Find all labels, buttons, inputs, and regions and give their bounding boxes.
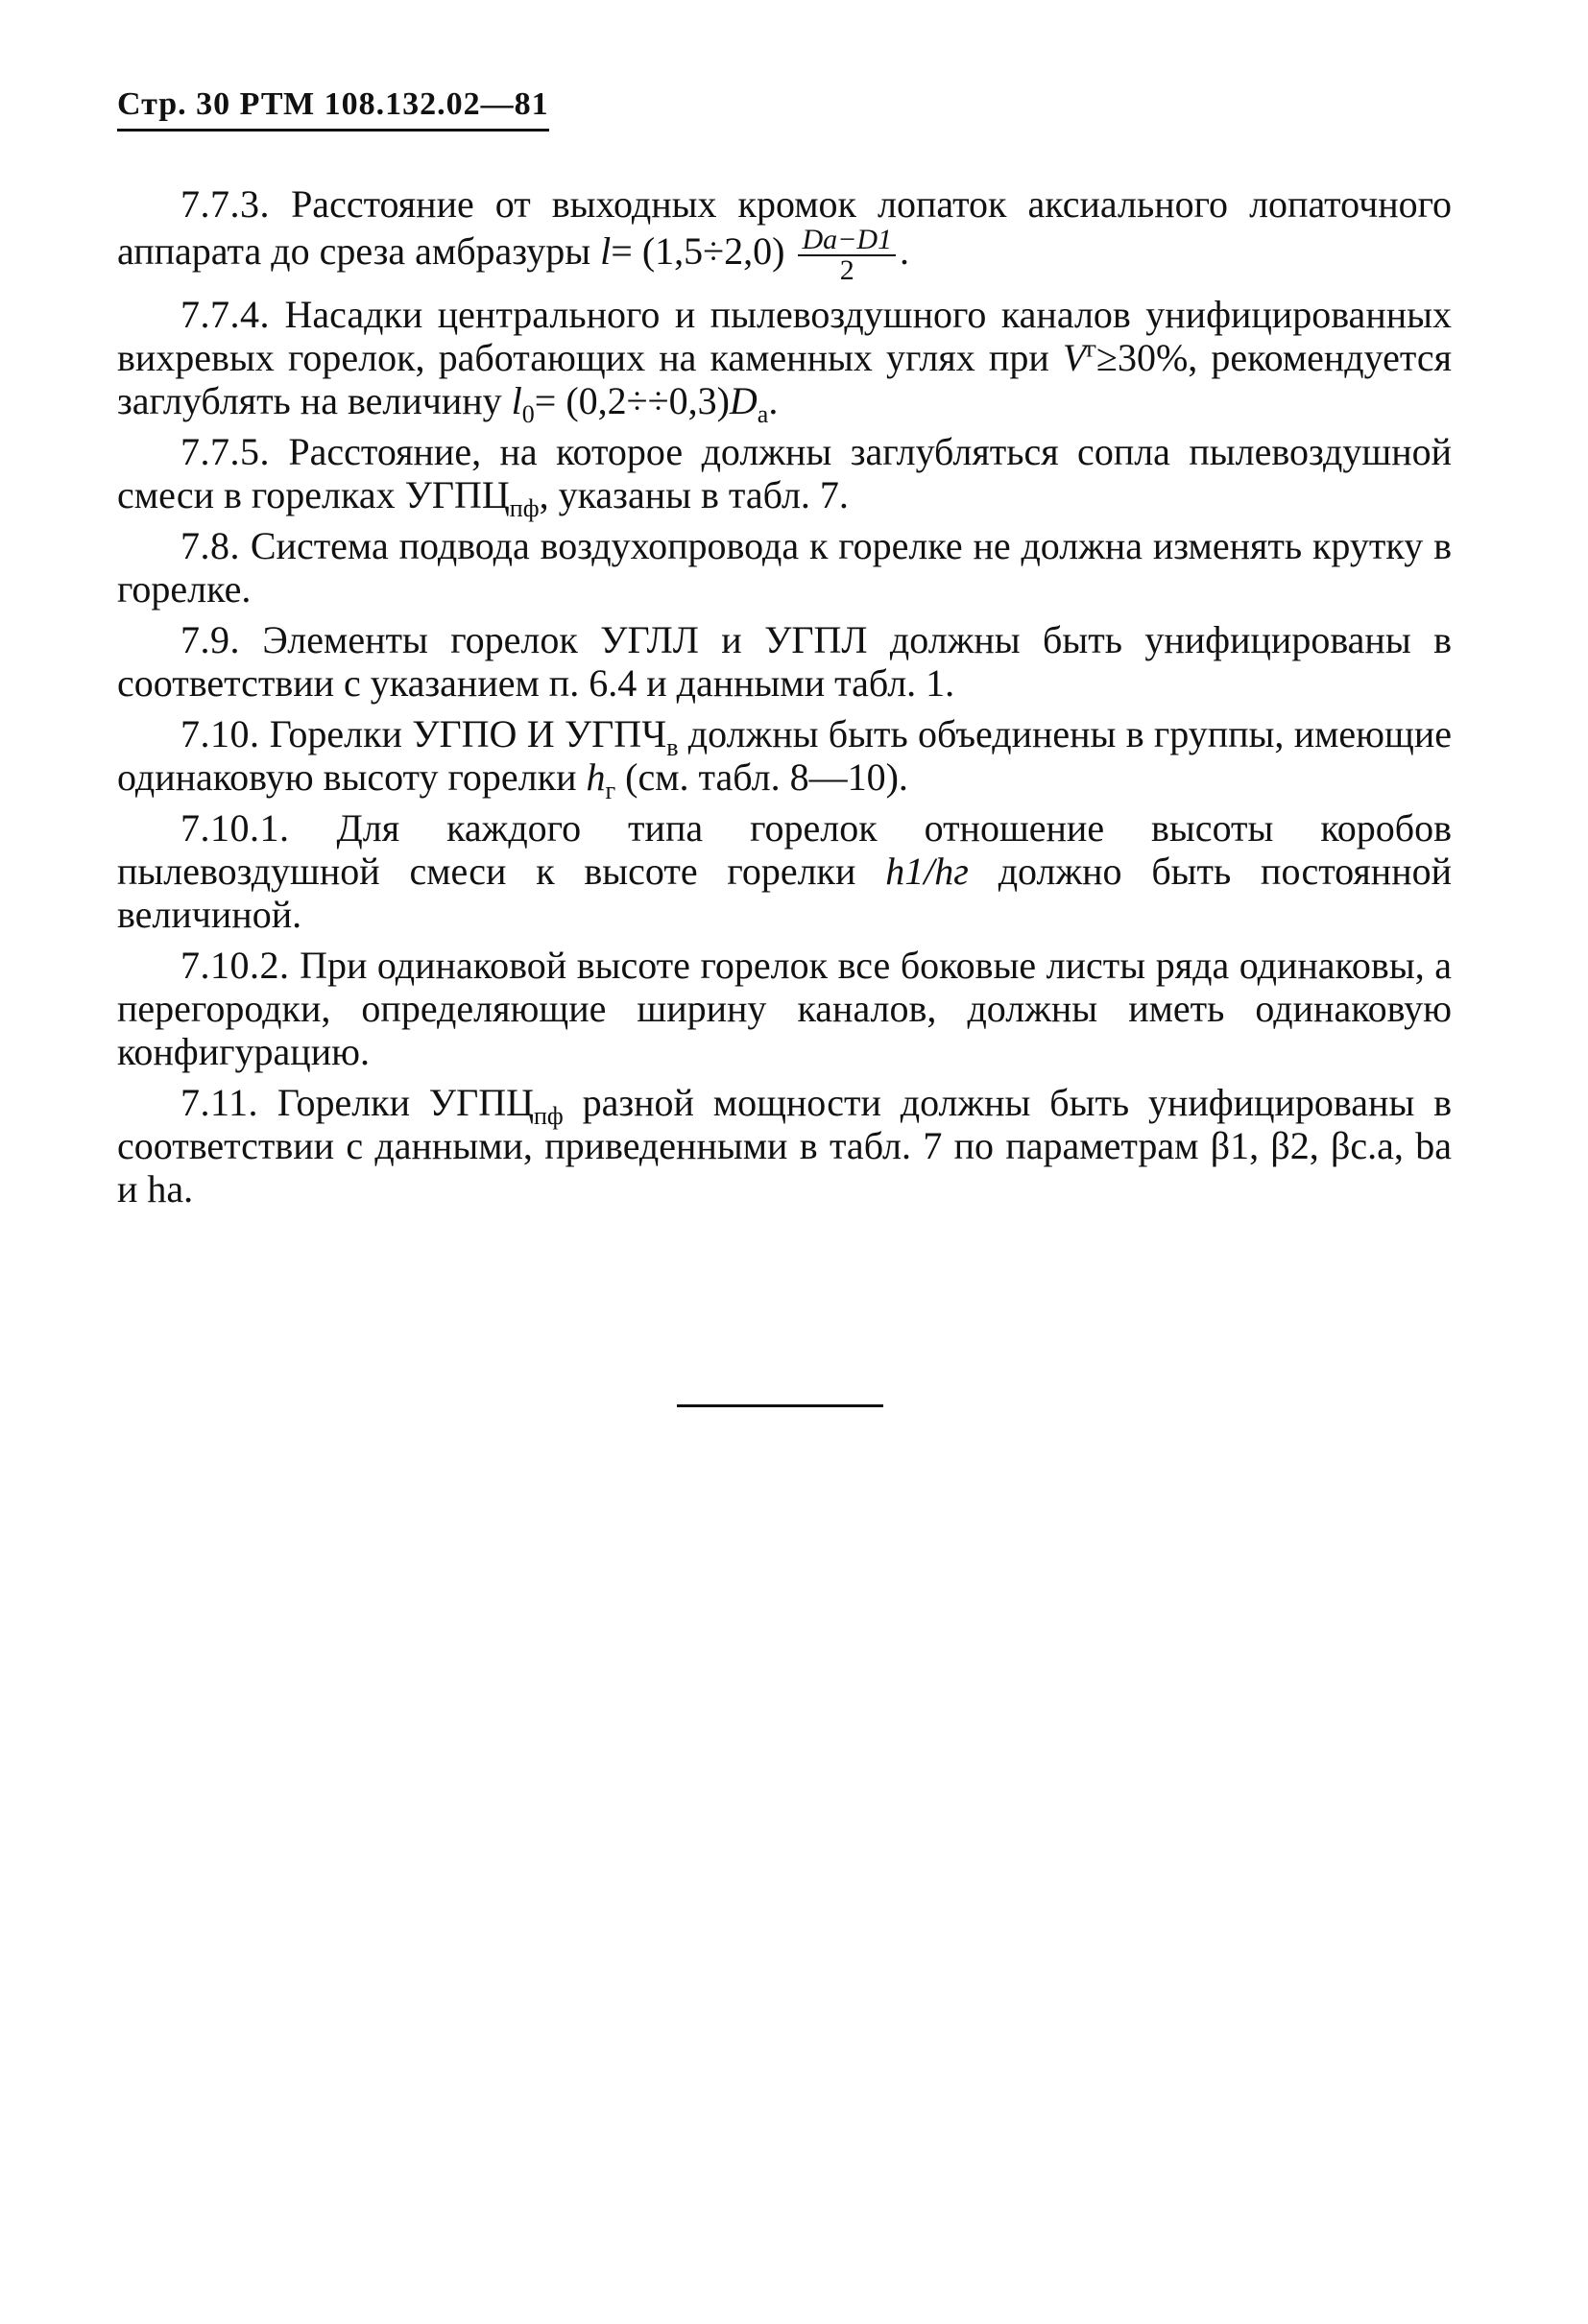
variable-d: D: [729, 379, 758, 422]
paragraph-number: 7.7.4.: [180, 293, 270, 336]
paragraph-end: должно быть постоянной величиной.: [117, 850, 1453, 936]
paragraph-number: 7.8.: [180, 524, 240, 567]
subscript: пф: [509, 494, 540, 522]
end-divider: [677, 1404, 883, 1407]
document-code: РТМ 108.132.02—81: [239, 86, 549, 122]
paragraph-text: При одинаковой высоте горелок все боковые листы ряда одинаковы, а перегородки, определяющие ширину каналов, должны иметь одинаковую конфигурацию.: [117, 944, 1453, 1073]
subscript: пф: [534, 1102, 564, 1130]
paragraph-7-8: [117, 524, 1452, 611]
paragraph-7-7-3: [117, 182, 1452, 285]
paragraph-text: Элементы горелок УГЛЛ и УГПЛ должны быть унифицированы в соответствии с указанием п. 6.4 и данными табл. 1.: [117, 618, 1452, 705]
paragraph-7-10: [117, 712, 1453, 804]
paragraph-end: .: [900, 229, 910, 274]
variable-h-subscript: г: [605, 777, 616, 804]
paragraph-end: .: [768, 379, 779, 422]
paragraph-7-11: [117, 1081, 1452, 1210]
paragraph-text: должны быть объединены в группы, имеющие одинаковую высоту горелки: [117, 712, 1453, 799]
paragraph-7-7-4: [117, 293, 1453, 428]
variable-d-subscript: а: [757, 400, 769, 428]
formula-variable: l: [600, 229, 612, 274]
paragraph-text: Расстояние от выходных кромок лопаток аксиального лопаточного аппарата до среза амбразуры: [117, 182, 1453, 274]
paragraph-number: 7.7.5.: [180, 430, 270, 473]
fraction-numerator: Dа−D1: [798, 226, 896, 256]
paragraph-number: 7.10.: [180, 712, 260, 755]
paragraph-number: 7.10.2.: [180, 944, 290, 987]
paragraph-7-9: [117, 618, 1452, 705]
page-header: [117, 86, 549, 132]
paragraph-text: Насадки центрального и пылевоздушного каналов унифицированных вихревых горелок, работающих на каменных углях при: [117, 293, 1453, 379]
ratio-expression: h1/hг: [885, 850, 969, 893]
paragraph-7-7-5: [117, 430, 1453, 522]
paragraph-text: Горелки УГПО И УГПЧ: [269, 712, 667, 755]
variable-h: h: [586, 755, 606, 799]
paragraph-number: 7.9.: [180, 618, 240, 661]
variable-l: l: [511, 379, 522, 422]
paragraph-text: Для каждого типа горелок отношение высоты коробов пылевоздушной смеси к высоте горелки: [117, 806, 1453, 893]
paragraph-number: 7.11.: [180, 1081, 259, 1124]
variable-v-superscript: г: [1086, 334, 1096, 363]
paragraph-7-10-2: [117, 944, 1452, 1073]
variable-v: V: [1062, 336, 1087, 379]
paragraph-text: ≥30%, рекомендуется заглублять на величину: [117, 336, 1452, 422]
parameter-list: β1, β2, βс.а, bа и hа.: [117, 1124, 1452, 1210]
paragraph-text: = (0,2÷÷0,3): [534, 379, 730, 422]
paragraph-text: Расстояние, на которое должны заглубляться сопла пылевоздушной смеси в горелках УГПЦ: [117, 430, 1453, 516]
fraction-denominator: 2: [839, 254, 854, 286]
paragraph-7-10-1: [117, 806, 1452, 936]
paragraph-number: 7.10.1.: [180, 806, 290, 850]
paragraph-text: разной мощности должны быть унифицированы в соответствии с данными, приведенными в табл. 7 по параметрам: [117, 1081, 1453, 1167]
subscript: в: [666, 733, 679, 761]
variable-l-subscript: 0: [521, 400, 535, 428]
formula-expression: = (1,5÷2,0): [611, 229, 785, 274]
paragraph-end: , указаны в табл. 7.: [539, 473, 849, 516]
page-label: Стр. 30: [117, 86, 231, 122]
paragraph-text: Горелки УГПЦ: [277, 1081, 535, 1124]
paragraph-number: 7.7.3.: [180, 182, 270, 226]
body-text: [117, 182, 1452, 1218]
paragraph-end: (см. табл. 8—10).: [625, 755, 908, 799]
paragraph-text: Система подвода воздухопровода к горелке не должна изменять крутку в горелке.: [117, 524, 1452, 611]
formula-fraction: [798, 226, 896, 285]
